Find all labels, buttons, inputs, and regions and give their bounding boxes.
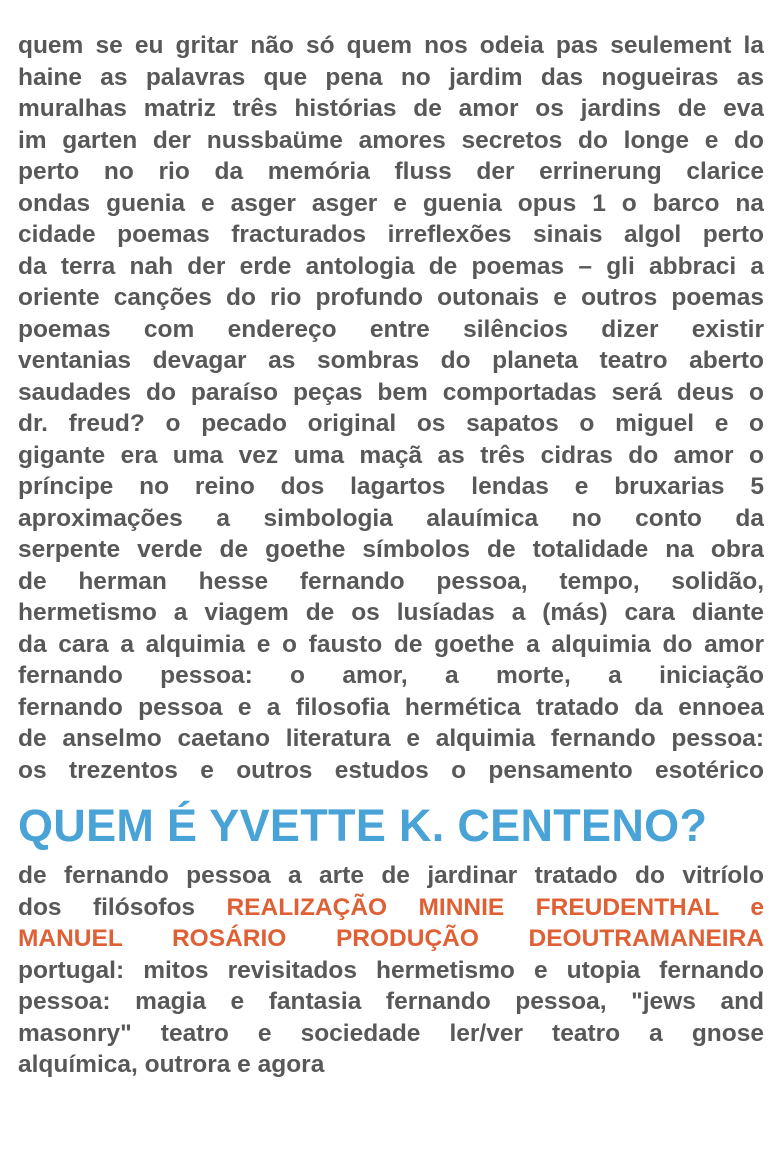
titles-line: de anselmo caetano literatura e alquimia fernando pessoa: <box>18 725 764 752</box>
credits-line-2: MANUEL ROSÁRIO PRODUÇÃO DEOUTRAMANEIRA <box>18 925 764 952</box>
titles-line: de herman hesse fernando pessoa, tempo, solidão, <box>18 567 764 595</box>
titles-list-top <box>18 30 764 786</box>
titles-line: dr. freud? o pecado original os sapatos o miguel e o <box>18 410 764 437</box>
poster-text-block <box>18 30 764 1081</box>
titles-line: perto no rio da memória fluss der errinerung clarice <box>18 158 764 185</box>
titles-line: masonry" teatro e sociedade ler/ver teatro a gnose <box>18 1019 764 1047</box>
titles-line: ventanias devagar as sombras do planeta teatro aberto <box>18 347 764 374</box>
titles-line: quem se eu gritar não só quem nos odeia pas seulement la <box>18 32 764 59</box>
titles-line: cidade poemas fracturados irreflexões sinais algol perto <box>18 221 764 248</box>
titles-list-bottom <box>18 860 764 1081</box>
titles-line: da terra nah der erde antologia de poemas – gli abbraci a <box>18 252 764 280</box>
titles-line: aproximações a simbologia alauímica no conto da <box>18 504 764 532</box>
titles-line: muralhas matriz três histórias de amor os jardins de eva <box>18 95 764 122</box>
titles-line: portugal: mitos revisitados hermetismo e utopia fernando <box>18 956 764 984</box>
titles-fragment: dos filósofos <box>18 893 196 921</box>
titles-line: da cara a alquimia e o fausto de goethe a alquimia do amor <box>18 630 764 658</box>
titles-line-last: alquímica, outrora e agora <box>18 1051 325 1078</box>
titles-line: de fernando pessoa a arte de jardinar tratado do vitríolo <box>18 862 764 889</box>
titles-line: haine as palavras que pena no jardim das nogueiras as <box>18 63 764 91</box>
titles-line: ondas guenia e asger asger e guenia opus 1 o barco na <box>18 189 764 217</box>
titles-line: oriente canções do rio profundo outonais e outros poemas <box>18 284 764 311</box>
titles-line: fernando pessoa: o amor, a morte, a iniciação <box>18 662 764 689</box>
titles-line: serpente verde de goethe símbolos de totalidade na obra <box>18 536 764 563</box>
poster-title: QUEM É YVETTE K. CENTENO? <box>18 800 708 851</box>
titles-line: os trezentos e outros estudos o pensamento esotérico <box>18 756 764 784</box>
titles-line: hermetismo a viagem de os lusíadas a (más) cara diante <box>18 599 764 626</box>
titles-line: gigante era uma vez uma maçã as três cidras do amor o <box>18 441 764 469</box>
credits-line-1 <box>18 892 764 924</box>
titles-line: im garten der nussbaüme amores secretos do longe e do <box>18 126 764 154</box>
titles-line: pessoa: magia e fantasia fernando pessoa, "jews and <box>18 988 764 1015</box>
credit-direction: REALIZAÇÃO MINNIE FREUDENTHAL e <box>226 893 764 921</box>
titles-line: poemas com endereço entre silêncios dizer existir <box>18 315 764 343</box>
titles-line: saudades do paraíso peças bem comportadas será deus o <box>18 378 764 406</box>
titles-line: príncipe no reino dos lagartos lendas e bruxarias 5 <box>18 473 764 500</box>
titles-line: fernando pessoa e a filosofia hermética tratado da ennoea <box>18 693 764 721</box>
